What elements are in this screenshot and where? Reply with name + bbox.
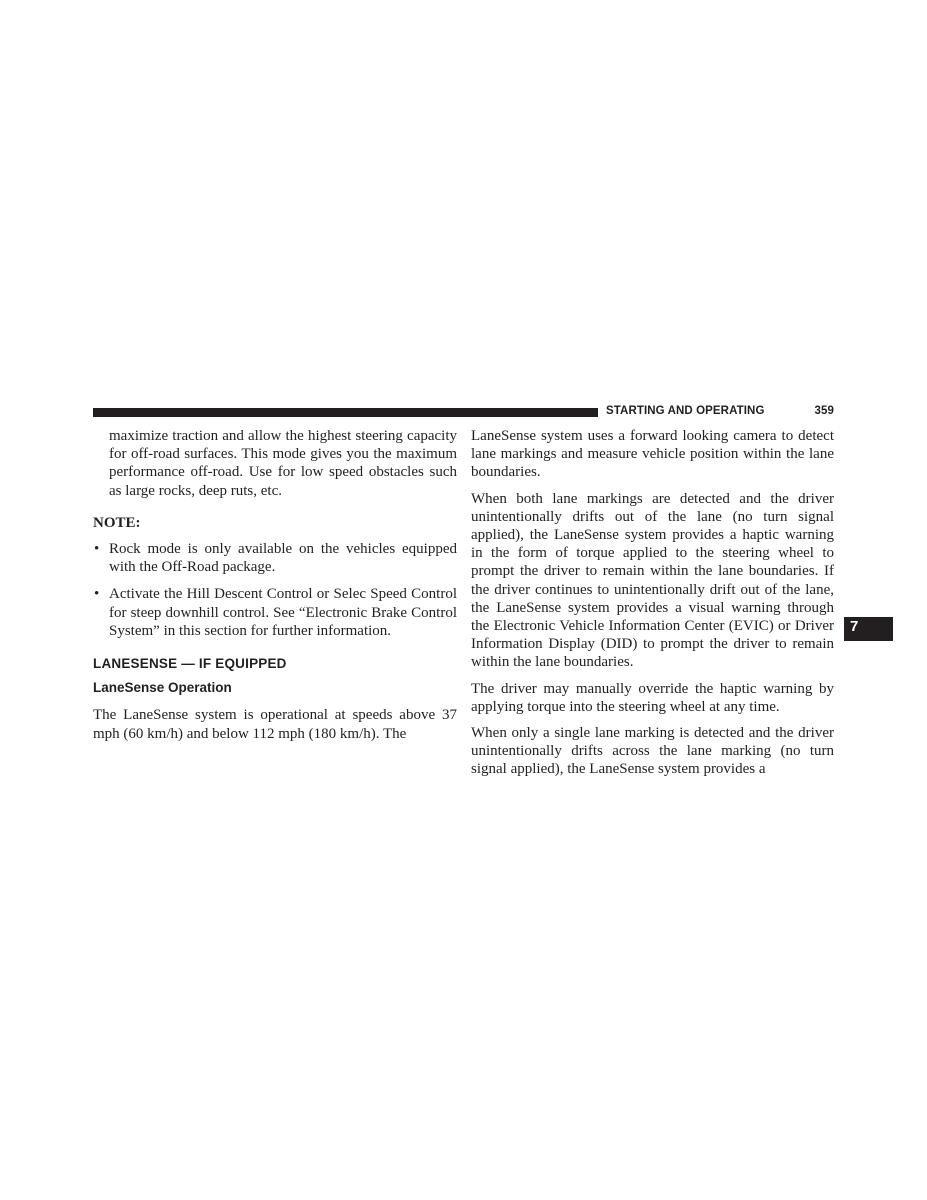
note-title: NOTE:	[93, 514, 141, 531]
sub-heading: LaneSense Operation	[93, 680, 232, 696]
bullet-icon: •	[94, 541, 100, 558]
body-paragraph: When both lane markings are detected and the driver unintentionally drifts out of the lane (no turn signal applied), the LaneSense system provides a haptic warning in the form of torque applied to the steering wheel to prompt the driver to remain within the lane boundaries. If the driver continues to unintentionally drift out of the lane, the LaneSense system provides a visual warning through the Electronic Vehicle Information Center (EVIC) or Driver Information Display (DID) to prompt the driver to remain within the lane boundaries.	[471, 490, 834, 671]
continued-paragraph: maximize traction and allow the highest steering capacity for off-road surfaces. This mode gives you the maximum performance off-road. Use for low speed obstacles such as large rocks, deep ruts, etc.	[109, 428, 457, 499]
header-section-title: STARTING AND OPERATING	[606, 405, 765, 417]
bullet-text: Activate the Hill Descent Control or Selec Speed Control for steep downhill control. See “Electronic Brake Control System” in this section for further information.	[109, 586, 457, 639]
bullet-icon: •	[94, 586, 100, 603]
left-column	[93, 427, 457, 751]
note-bullet-list	[93, 540, 457, 640]
bullet-text: Rock mode is only available on the vehicles equipped with the Off-Road package.	[109, 541, 457, 576]
body-paragraph: The driver may manually override the haptic warning by applying torque into the steering wheel at any time.	[471, 680, 834, 715]
section-heading: LANESENSE — IF EQUIPPED	[93, 656, 287, 672]
right-column	[471, 427, 834, 787]
list-item	[93, 585, 457, 640]
page-number: 359	[814, 405, 834, 417]
header-rule	[93, 408, 598, 417]
chapter-tab	[844, 617, 893, 641]
body-paragraph: The LaneSense system is operational at speeds above 37 mph (60 km/h) and below 112 mph (180 km/h). The	[93, 707, 457, 742]
list-item	[93, 540, 457, 576]
running-header	[606, 405, 834, 417]
body-paragraph: When only a single lane marking is detected and the driver unintentionally drifts across the lane marking (no turn signal applied), the LaneSense system provides a	[471, 725, 834, 778]
body-paragraph: LaneSense system uses a forward looking camera to detect lane markings and measure vehicle position within the lane boundaries.	[471, 428, 834, 481]
chapter-number: 7	[850, 618, 859, 635]
